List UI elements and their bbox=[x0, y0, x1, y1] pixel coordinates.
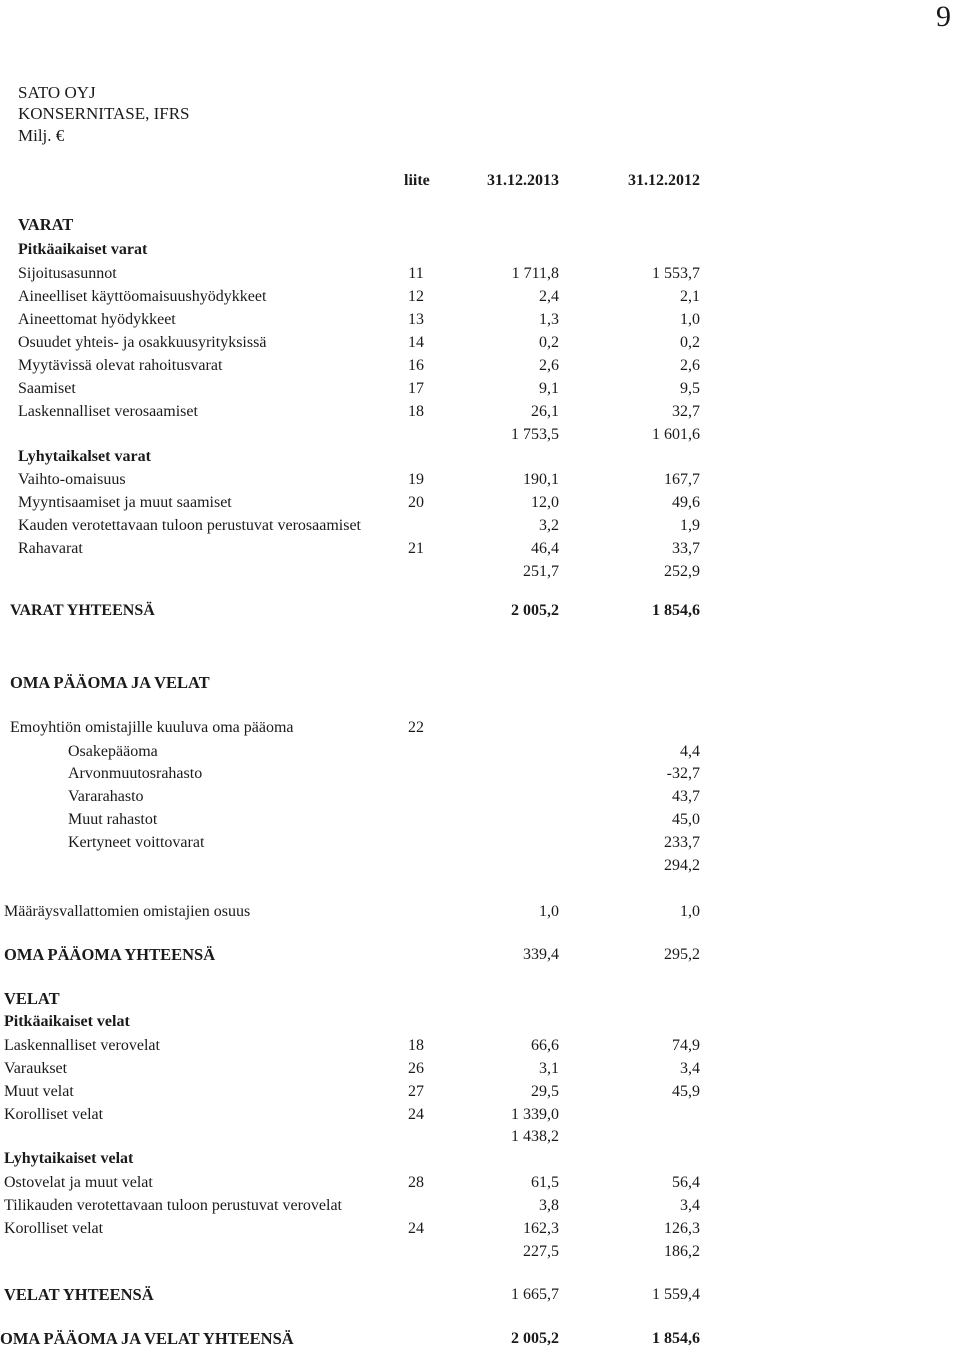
company-name: SATO OYJ bbox=[18, 83, 96, 102]
table-row bbox=[0, 809, 960, 831]
row-value-2012: 167,7 bbox=[664, 471, 700, 488]
row-value-2012: 1 553,7 bbox=[652, 265, 700, 282]
table-row bbox=[0, 1035, 960, 1057]
row-value-2013: 3,1 bbox=[539, 1060, 559, 1077]
table-row bbox=[0, 600, 960, 622]
row-value-2012: 45,0 bbox=[672, 811, 700, 828]
row-value-2012: 1,0 bbox=[680, 311, 700, 328]
row-note: 11 bbox=[408, 265, 424, 282]
table-row bbox=[0, 1195, 960, 1217]
table-row bbox=[0, 515, 960, 537]
row-value-2013: 0,2 bbox=[539, 334, 559, 351]
row-label: Ostovelat ja muut velat bbox=[4, 1174, 153, 1191]
row-value-2013: 26,1 bbox=[531, 403, 559, 420]
table-row bbox=[0, 424, 960, 446]
row-value-2012: 126,3 bbox=[664, 1220, 700, 1237]
row-value-2013: 66,6 bbox=[531, 1037, 559, 1054]
table-row bbox=[0, 944, 960, 966]
row-label: Kertyneet voittovarat bbox=[68, 834, 205, 851]
row-note: 26 bbox=[408, 1060, 424, 1077]
row-value-2012: 186,2 bbox=[664, 1243, 700, 1260]
column-header-note: liite bbox=[404, 172, 430, 189]
table-row bbox=[0, 786, 960, 808]
row-value-2013: 1,3 bbox=[539, 311, 559, 328]
row-label: Lyhytaikalset varat bbox=[18, 448, 151, 465]
table-row bbox=[0, 332, 960, 354]
row-note: 16 bbox=[408, 357, 424, 374]
row-note: 12 bbox=[408, 288, 424, 305]
row-label: Aineettomat hyödykkeet bbox=[18, 311, 176, 328]
row-value-2012: -32,7 bbox=[666, 765, 700, 782]
column-header-2013: 31.12.2013 bbox=[487, 172, 559, 189]
row-value-2013: 3,8 bbox=[539, 1197, 559, 1214]
row-note: 24 bbox=[408, 1220, 424, 1237]
row-value-2013: 1 665,7 bbox=[511, 1286, 559, 1303]
row-note: 19 bbox=[408, 471, 424, 488]
table-row bbox=[0, 1241, 960, 1263]
row-value-2012: 2,1 bbox=[680, 288, 700, 305]
row-label: Laskennalliset verovelat bbox=[4, 1037, 160, 1054]
table-row bbox=[0, 1126, 960, 1148]
row-value-2013: 162,3 bbox=[523, 1220, 559, 1237]
row-label: Vararahasto bbox=[68, 788, 144, 805]
row-label: Myytävissä olevat rahoitusvarat bbox=[18, 357, 223, 374]
row-value-2013: 190,1 bbox=[523, 471, 559, 488]
row-value-2013: 2,6 bbox=[539, 357, 559, 374]
row-value-2012: 1,0 bbox=[680, 903, 700, 920]
column-header-2012: 31.12.2012 bbox=[628, 172, 700, 189]
row-label: Arvonmuutosrahasto bbox=[68, 765, 203, 782]
row-label: Emoyhtiön omistajille kuuluva oma pääoma bbox=[10, 719, 294, 736]
row-label: Varaukset bbox=[4, 1060, 68, 1077]
row-label: Osakepääoma bbox=[68, 743, 158, 760]
unit-label: Milj. € bbox=[18, 126, 65, 145]
row-label: Tilikauden verotettavaan tuloon perustuvat verovelat bbox=[4, 1197, 342, 1214]
row-label: Laskennalliset verosaamiset bbox=[18, 403, 198, 420]
row-value-2012: 0,2 bbox=[680, 334, 700, 351]
row-value-2012: 233,7 bbox=[664, 834, 700, 851]
row-value-2012: 33,7 bbox=[672, 540, 700, 557]
table-row bbox=[0, 1148, 960, 1170]
row-value-2013: 1 339,0 bbox=[511, 1106, 559, 1123]
row-value-2012: 49,6 bbox=[672, 494, 700, 511]
table-row bbox=[0, 1011, 960, 1033]
table-row bbox=[0, 263, 960, 285]
row-value-2013: 12,0 bbox=[531, 494, 559, 511]
table-row bbox=[0, 1104, 960, 1126]
table-row bbox=[0, 1058, 960, 1080]
table-row bbox=[0, 901, 960, 923]
table-row bbox=[0, 1284, 960, 1306]
table-row bbox=[0, 763, 960, 785]
table-row bbox=[0, 355, 960, 377]
table-row bbox=[0, 1328, 960, 1350]
row-label: Lyhytaikaiset velat bbox=[4, 1150, 134, 1167]
row-value-2013: 3,2 bbox=[539, 517, 559, 534]
table-row bbox=[0, 832, 960, 854]
row-value-2012: 1 601,6 bbox=[652, 426, 700, 443]
row-value-2013: 1 753,5 bbox=[511, 426, 559, 443]
row-note: 13 bbox=[408, 311, 424, 328]
row-note: 18 bbox=[408, 403, 424, 420]
table-row bbox=[0, 492, 960, 514]
table-row bbox=[0, 855, 960, 877]
row-label: Myyntisaamiset ja muut saamiset bbox=[18, 494, 232, 511]
row-value-2013: 339,4 bbox=[523, 946, 559, 963]
row-value-2012: 3,4 bbox=[680, 1060, 700, 1077]
row-label: Vaihto-omaisuus bbox=[18, 471, 126, 488]
row-value-2012: 1 854,6 bbox=[652, 1330, 700, 1347]
row-value-2012: 295,2 bbox=[664, 946, 700, 963]
row-value-2013: 1,0 bbox=[539, 903, 559, 920]
row-value-2012: 3,4 bbox=[680, 1197, 700, 1214]
table-row bbox=[0, 378, 960, 400]
table-row bbox=[0, 717, 960, 739]
table-row bbox=[0, 469, 960, 491]
row-value-2012: 9,5 bbox=[680, 380, 700, 397]
row-value-2012: 56,4 bbox=[672, 1174, 700, 1191]
row-label: Rahavarat bbox=[18, 540, 83, 557]
table-row bbox=[0, 672, 960, 694]
row-label: OMA PÄÄOMA YHTEENSÄ bbox=[4, 945, 216, 964]
row-note: 14 bbox=[408, 334, 424, 351]
row-value-2013: 251,7 bbox=[523, 563, 559, 580]
row-value-2013: 46,4 bbox=[531, 540, 559, 557]
table-row bbox=[0, 309, 960, 331]
row-label: Korolliset velat bbox=[4, 1106, 104, 1123]
row-label: Pitkäaikaiset varat bbox=[18, 241, 148, 258]
row-value-2012: 1 559,4 bbox=[652, 1286, 700, 1303]
row-label: VARAT bbox=[18, 215, 74, 234]
table-row bbox=[0, 239, 960, 261]
table-row bbox=[0, 561, 960, 583]
row-label: Kauden verotettavaan tuloon perustuvat verosaamiset bbox=[18, 517, 361, 534]
table-row bbox=[0, 988, 960, 1010]
row-value-2012: 2,6 bbox=[680, 357, 700, 374]
row-label: Osuudet yhteis- ja osakkuusyrityksissä bbox=[18, 334, 267, 351]
row-value-2013: 29,5 bbox=[531, 1083, 559, 1100]
row-value-2012: 32,7 bbox=[672, 403, 700, 420]
row-note: 28 bbox=[408, 1174, 424, 1191]
table-row bbox=[0, 741, 960, 763]
row-value-2012: 43,7 bbox=[672, 788, 700, 805]
row-label: Muut rahastot bbox=[68, 811, 158, 828]
row-value-2012: 45,9 bbox=[672, 1083, 700, 1100]
row-label: VELAT YHTEENSÄ bbox=[4, 1285, 154, 1304]
row-value-2013: 2 005,2 bbox=[511, 1330, 559, 1347]
row-value-2013: 61,5 bbox=[531, 1174, 559, 1191]
statement-title: KONSERNITASE, IFRS bbox=[18, 104, 190, 123]
table-row bbox=[0, 538, 960, 560]
row-value-2012: 252,9 bbox=[664, 563, 700, 580]
row-note: 18 bbox=[408, 1037, 424, 1054]
table-row bbox=[0, 1218, 960, 1240]
row-value-2013: 1 711,8 bbox=[511, 265, 559, 282]
row-note: 22 bbox=[408, 719, 424, 736]
row-label: Muut velat bbox=[4, 1083, 74, 1100]
row-note: 21 bbox=[408, 540, 424, 557]
row-label: Korolliset velat bbox=[4, 1220, 104, 1237]
row-value-2013: 1 438,2 bbox=[511, 1128, 559, 1145]
table-row bbox=[0, 214, 960, 236]
table-row bbox=[0, 1081, 960, 1103]
row-value-2013: 2 005,2 bbox=[511, 602, 559, 619]
row-value-2013: 2,4 bbox=[539, 288, 559, 305]
row-note: 27 bbox=[408, 1083, 424, 1100]
row-label: Sijoitusasunnot bbox=[18, 265, 117, 282]
row-value-2012: 294,2 bbox=[664, 857, 700, 874]
row-label: VARAT YHTEENSÄ bbox=[10, 602, 155, 619]
page-number: 9 bbox=[936, 0, 951, 33]
row-label: OMA PÄÄOMA JA VELAT YHTEENSÄ bbox=[0, 1329, 294, 1348]
table-row bbox=[0, 401, 960, 423]
row-value-2013: 227,5 bbox=[523, 1243, 559, 1260]
row-label: Määräysvallattomien omistajien osuus bbox=[4, 903, 251, 920]
row-value-2013: 9,1 bbox=[539, 380, 559, 397]
row-note: 17 bbox=[408, 380, 424, 397]
row-label: OMA PÄÄOMA JA VELAT bbox=[10, 673, 210, 692]
row-note: 24 bbox=[408, 1106, 424, 1123]
table-row bbox=[0, 446, 960, 468]
table-row bbox=[0, 1172, 960, 1194]
row-value-2012: 1 854,6 bbox=[652, 602, 700, 619]
row-label: Pitkäaikaiset velat bbox=[4, 1013, 130, 1030]
row-value-2012: 4,4 bbox=[680, 743, 700, 760]
row-note: 20 bbox=[408, 494, 424, 511]
row-value-2012: 74,9 bbox=[672, 1037, 700, 1054]
row-label: VELAT bbox=[4, 989, 60, 1008]
row-label: Saamiset bbox=[18, 380, 76, 397]
row-value-2012: 1,9 bbox=[680, 517, 700, 534]
row-label: Aineelliset käyttöomaisuushyödykkeet bbox=[18, 288, 267, 305]
table-row bbox=[0, 286, 960, 308]
